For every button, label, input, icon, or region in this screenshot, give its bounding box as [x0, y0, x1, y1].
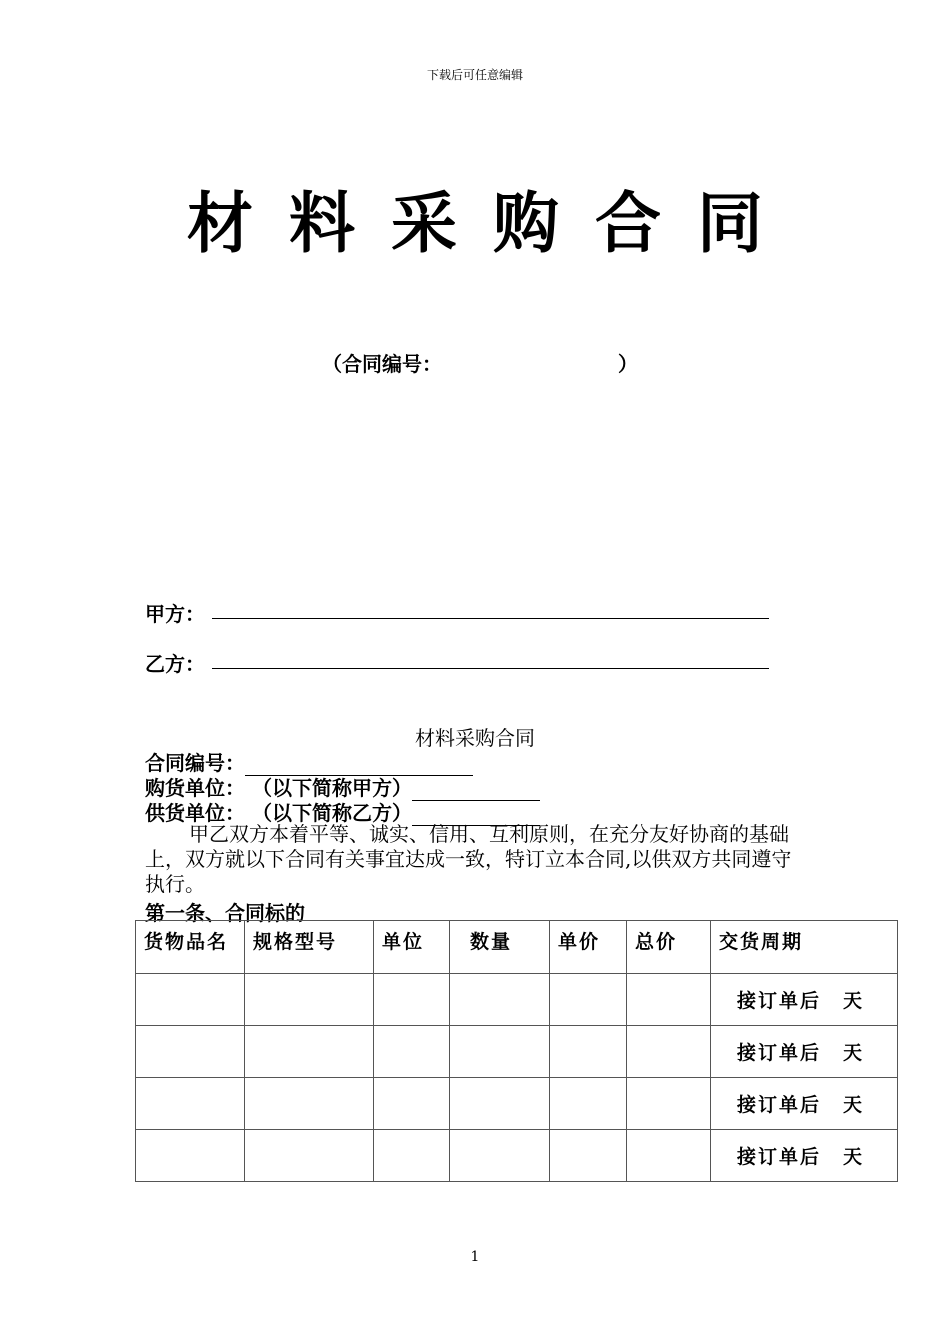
cell-quantity[interactable]: [450, 1130, 550, 1182]
party-a-row: [145, 598, 205, 627]
cell-spec-model[interactable]: [245, 1130, 374, 1182]
header-delivery-period: 交货周期: [711, 921, 898, 974]
contract-number-close: ）: [618, 352, 638, 376]
delivery-prefix: 接订单后: [737, 1146, 822, 1168]
header-note: 下载后可任意编辑: [426, 68, 523, 82]
contract-number-label: （合同编号：: [322, 352, 442, 376]
header-spec-model: 规格型号: [245, 921, 374, 974]
party-a-label: 甲方：: [145, 602, 205, 626]
supplier-label: 供货单位： （以下简称乙方）: [145, 801, 412, 825]
cell-unit[interactable]: [374, 1078, 450, 1130]
party-a-blank[interactable]: [212, 598, 769, 619]
intro-paragraph-text: 甲乙双方本着平等、诚实、信用、互利原则，在充分友好协商的基础上，双方就以下合同有关事宜达成一致，特订立本合同,以供双方共同遵守执行。: [145, 822, 792, 896]
cell-unit-price[interactable]: [550, 1078, 627, 1130]
delivery-prefix: 接订单后: [737, 990, 822, 1012]
cell-goods-name[interactable]: [136, 1026, 245, 1078]
header-unit-price: 单价: [550, 921, 627, 974]
cell-delivery-period[interactable]: [711, 974, 898, 1026]
cell-total-price[interactable]: [627, 1130, 711, 1182]
header-total-price: 总价: [627, 921, 711, 974]
cell-spec-model[interactable]: [245, 1078, 374, 1130]
table-row: [136, 1130, 898, 1182]
table-header-row: [136, 921, 898, 974]
table-row: [136, 1078, 898, 1130]
delivery-suffix: 天: [843, 1146, 865, 1168]
cell-total-price[interactable]: [627, 1026, 711, 1078]
cell-unit-price[interactable]: [550, 1026, 627, 1078]
delivery-suffix: 天: [843, 1042, 865, 1064]
cell-quantity[interactable]: [450, 1078, 550, 1130]
cell-unit[interactable]: [374, 1130, 450, 1182]
cell-delivery-period[interactable]: [711, 1026, 898, 1078]
party-b-label: 乙方：: [145, 652, 205, 676]
contract-number-line-label: 合同编号：: [145, 751, 245, 775]
delivery-prefix: 接订单后: [737, 1094, 822, 1116]
cell-goods-name[interactable]: [136, 1130, 245, 1182]
cell-quantity[interactable]: [450, 1026, 550, 1078]
cell-total-price[interactable]: [627, 1078, 711, 1130]
cell-total-price[interactable]: [627, 974, 711, 1026]
cell-unit-price[interactable]: [550, 1130, 627, 1182]
party-b-row: [145, 648, 205, 677]
cell-spec-model[interactable]: [245, 974, 374, 1026]
cell-goods-name[interactable]: [136, 974, 245, 1026]
table-row: [136, 1026, 898, 1078]
header-quantity: 数量: [450, 921, 550, 974]
intro-paragraph: [145, 822, 810, 897]
contract-number-block: [322, 348, 638, 377]
page-number: 1: [470, 1249, 480, 1265]
cell-goods-name[interactable]: [136, 1078, 245, 1130]
cell-quantity[interactable]: [450, 974, 550, 1026]
delivery-prefix: 接订单后: [737, 1042, 822, 1064]
cell-unit[interactable]: [374, 974, 450, 1026]
cell-delivery-period[interactable]: [711, 1130, 898, 1182]
main-title: 材料采购合同: [187, 185, 799, 262]
cell-spec-model[interactable]: [245, 1026, 374, 1078]
delivery-suffix: 天: [843, 990, 865, 1012]
goods-table: [135, 920, 898, 1182]
header-unit: 单位: [374, 921, 450, 974]
cell-delivery-period[interactable]: [711, 1078, 898, 1130]
article-one-title: 第一条、合同标的: [145, 901, 305, 925]
sub-title: 材料采购合同: [415, 726, 535, 750]
party-b-blank[interactable]: [212, 648, 769, 669]
buyer-label: 购货单位： （以下简称甲方）: [145, 776, 412, 800]
cell-unit-price[interactable]: [550, 974, 627, 1026]
cell-unit[interactable]: [374, 1026, 450, 1078]
table-row: [136, 974, 898, 1026]
header-goods-name: 货物品名: [136, 921, 245, 974]
delivery-suffix: 天: [843, 1094, 865, 1116]
